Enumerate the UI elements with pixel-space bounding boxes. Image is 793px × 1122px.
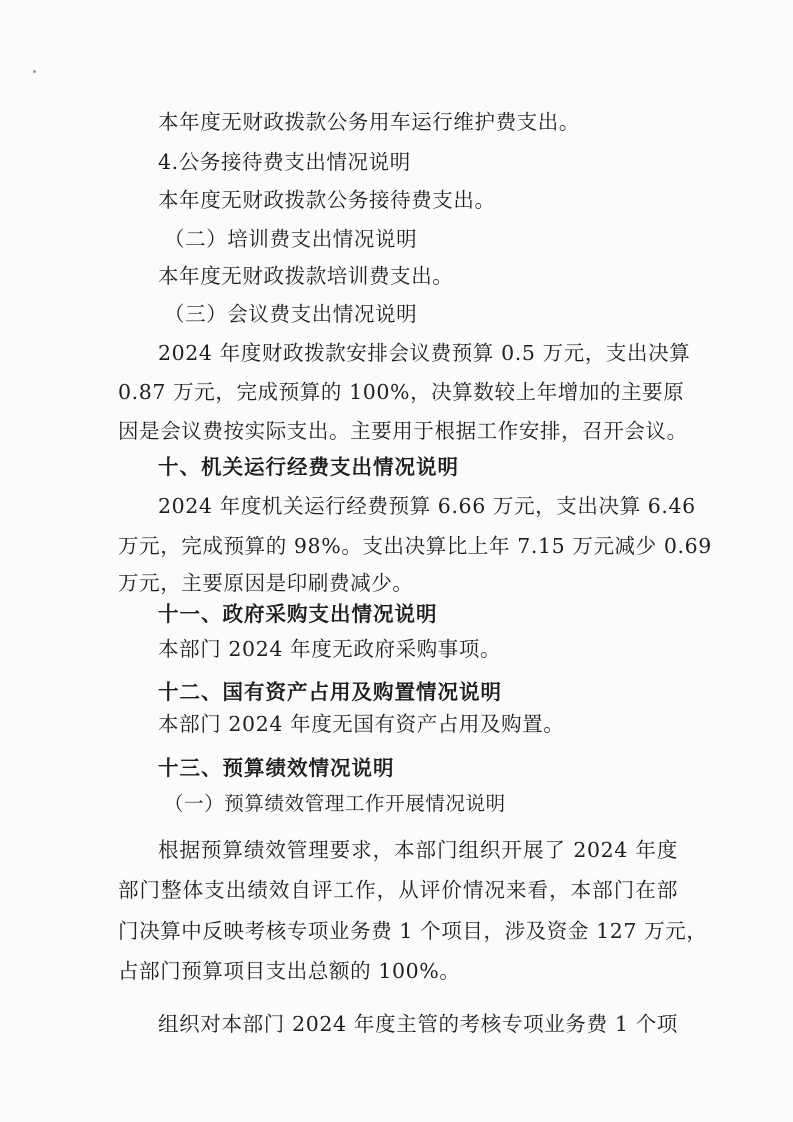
subheading-performance-management: （一）预算绩效管理工作开展情况说明: [164, 792, 506, 815]
heading-section-13: 十三、预算绩效情况说明: [158, 756, 395, 780]
text-line-car-maintenance: 本年度无财政拨款公务用车运行维护费支出。: [158, 110, 580, 134]
text-line-performance-4: 占部门预算项目支出总额的 100%。: [118, 959, 461, 983]
text-line-meeting-1: 2024 年度财政拨款安排会议费预算 0.5 万元，支出决算: [158, 341, 691, 365]
text-line-assets: 本部门 2024 年度无国有资产占用及购置。: [158, 712, 565, 736]
scan-speck: [33, 70, 36, 73]
subheading-reception-expense: 4.公务接待费支出情况说明: [158, 150, 411, 174]
text-line-reception: 本年度无财政拨款公务接待费支出。: [158, 188, 496, 212]
text-line-procurement: 本部门 2024 年度无政府采购事项。: [158, 637, 502, 661]
text-line-operating-3: 万元，主要原因是印刷费减少。: [118, 571, 414, 595]
text-line-training: 本年度无财政拨款培训费支出。: [158, 264, 454, 288]
text-line-performance-3: 门决算中反映考核专项业务费 1 个项目，涉及资金 127 万元，: [118, 919, 708, 943]
subheading-meeting-expense: （三）会议费支出情况说明: [164, 302, 418, 326]
subheading-training-expense: （二）培训费支出情况说明: [164, 227, 418, 251]
text-line-operating-2: 万元，完成预算的 98%。支出决算比上年 7.15 万元减少 0.69: [118, 534, 712, 558]
text-line-performance-1: 根据预算绩效管理要求，本部门组织开展了 2024 年度: [158, 838, 678, 862]
text-line-performance-5: 组织对本部门 2024 年度主管的考核专项业务费 1 个项: [158, 1012, 678, 1036]
heading-section-11: 十一、政府采购支出情况说明: [158, 602, 438, 626]
text-line-operating-1: 2024 年度机关运行经费预算 6.66 万元，支出决算 6.46: [158, 494, 696, 518]
text-line-performance-2: 部门整体支出绩效自评工作，从评价情况来看，本部门在部: [118, 878, 678, 902]
heading-section-10: 十、机关运行经费支出情况说明: [158, 455, 459, 479]
heading-section-12: 十二、国有资产占用及购置情况说明: [158, 680, 502, 704]
text-line-meeting-2: 0.87 万元，完成预算的 100%，决算数较上年增加的主要原: [118, 380, 685, 404]
text-line-meeting-3: 因是会议费按实际支出。主要用于根据工作安排，召开会议。: [118, 419, 688, 443]
